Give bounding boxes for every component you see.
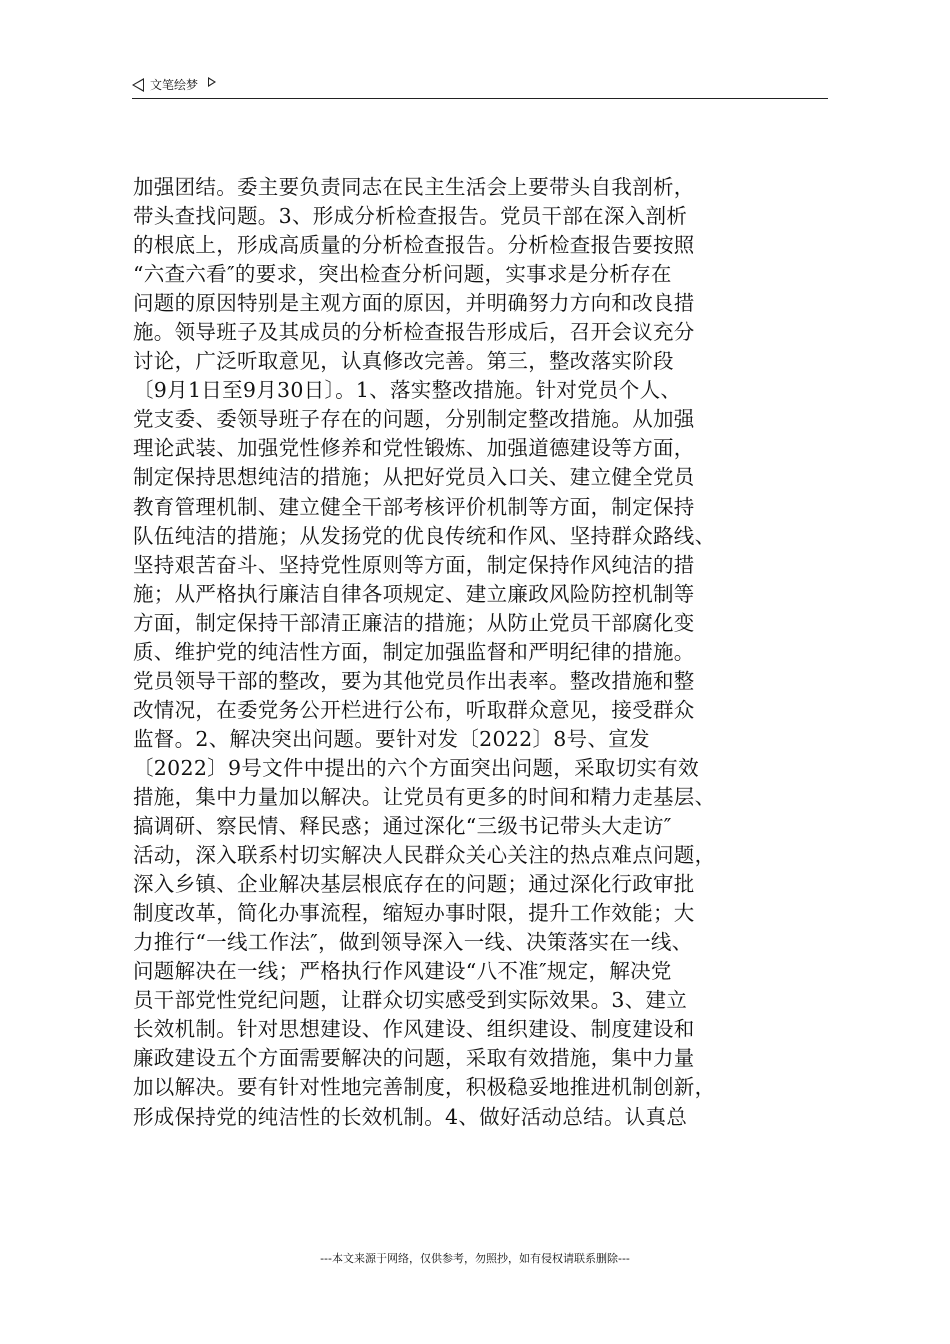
text-line: 深入乡镇、企业解决基层根底存在的问题；通过深化行政审批	[133, 872, 695, 897]
text-line: 加以解决。要有针对性地完善制度，积极稳妥地推进机制创新，	[133, 1075, 716, 1100]
text-line: 改情况，在委党务公开栏进行公布，听取群众意见，接受群众	[133, 697, 695, 722]
header-title: 文笔绘梦	[150, 78, 199, 92]
text-line: 廉政建设五个方面需要解决的问题，采取有效措施，集中力量	[133, 1046, 695, 1071]
page-footer: ---本文来源于网络，仅供参考，勿照抄，如有侵权请联系删除---	[320, 1252, 630, 1265]
text-line: 员干部党性党纪问题，让群众切实感受到实际效果。3、建立	[133, 988, 688, 1013]
text-line: 力推行“一线工作法″，做到领导深入一线、决策落实在一线、	[133, 930, 693, 955]
text-line: 长效机制。针对思想建设、作风建设、组织建设、制度建设和	[133, 1017, 695, 1042]
text-line: 搞调研、察民情、释民惑；通过深化“三级书记带头大走访″	[133, 814, 672, 839]
text-line: 加强团结。委主要负责同志在民主生活会上要带头自我剖析，	[133, 175, 695, 199]
text-line: 〔9月1日至9月30日〕。1、落实整改措施。针对党员个人、	[133, 378, 682, 403]
text-line: 制度改革，简化办事流程，缩短办事时限，提升工作效能；大	[133, 901, 695, 926]
text-line: 〔2022〕9号文件中提出的六个方面突出问题，采取切实有效	[133, 755, 699, 780]
text-line: 活动，深入联系村切实解决人民群众关心关注的热点难点问题，	[133, 843, 716, 868]
text-line: 理论武装、加强党性修养和党性锻炼、加强道德建设等方面，	[133, 436, 695, 461]
text-line: 问题解决在一线；严格执行作风建设“八不准″规定，解决党	[133, 959, 672, 984]
text-line: “六查六看″的要求，突出检查分析问题，实事求是分析存在	[133, 262, 672, 287]
text-line: 问题的原因特别是主观方面的原因，并明确努力方向和改良措	[133, 291, 695, 316]
text-line: 施。领导班子及其成员的分析检查报告形成后，召开会议充分	[133, 320, 695, 345]
text-line: 坚持艰苦奋斗、坚持党性原则等方面，制定保持作风纯洁的措	[133, 552, 695, 577]
text-line: 施；从严格执行廉洁自律各项规定、建立廉政风险防控机制等	[133, 581, 695, 606]
text-line: 讨论，广泛听取意见，认真修改完善。第三，整改落实阶段	[133, 349, 674, 374]
text-line: 形成保持党的纯洁性的长效机制。4、做好活动总结。认真总	[133, 1104, 688, 1129]
text-line: 制定保持思想纯洁的措施；从把好党员入口关、建立健全党员	[133, 465, 695, 490]
text-line: 党支委、委领导班子存在的问题，分别制定整改措施。从加强	[133, 407, 695, 432]
text-line: 带头查找问题。3、形成分析检查报告。党员干部在深入剖析	[133, 204, 688, 229]
text-line: 教育管理机制、建立健全干部考核评价机制等方面，制定保持	[133, 494, 695, 519]
text-line: 质、维护党的纯洁性方面，制定加强监督和严明纪律的措施。	[133, 639, 695, 664]
text-line: 措施，集中力量加以解决。让党员有更多的时间和精力走基层、	[133, 784, 716, 809]
header-inner	[132, 76, 216, 93]
text-line: 的根底上，形成高质量的分析检查报告。分析检查报告要按照	[133, 233, 695, 258]
text-line: 方面，制定保持干部清正廉洁的措施；从防止党员干部腐化变	[133, 610, 695, 635]
document-body	[133, 173, 833, 1132]
page-header	[132, 74, 828, 99]
triangle-right-icon	[208, 77, 216, 87]
triangle-left-icon	[132, 78, 144, 92]
text-line: 监督。2、解决突出问题。要针对发〔2022〕8号、宣发	[133, 726, 650, 751]
text-line: 党员领导干部的整改，要为其他党员作出表率。整改措施和整	[133, 668, 695, 693]
text-line: 队伍纯洁的措施；从发扬党的优良传统和作风、坚持群众路线、	[133, 523, 716, 548]
